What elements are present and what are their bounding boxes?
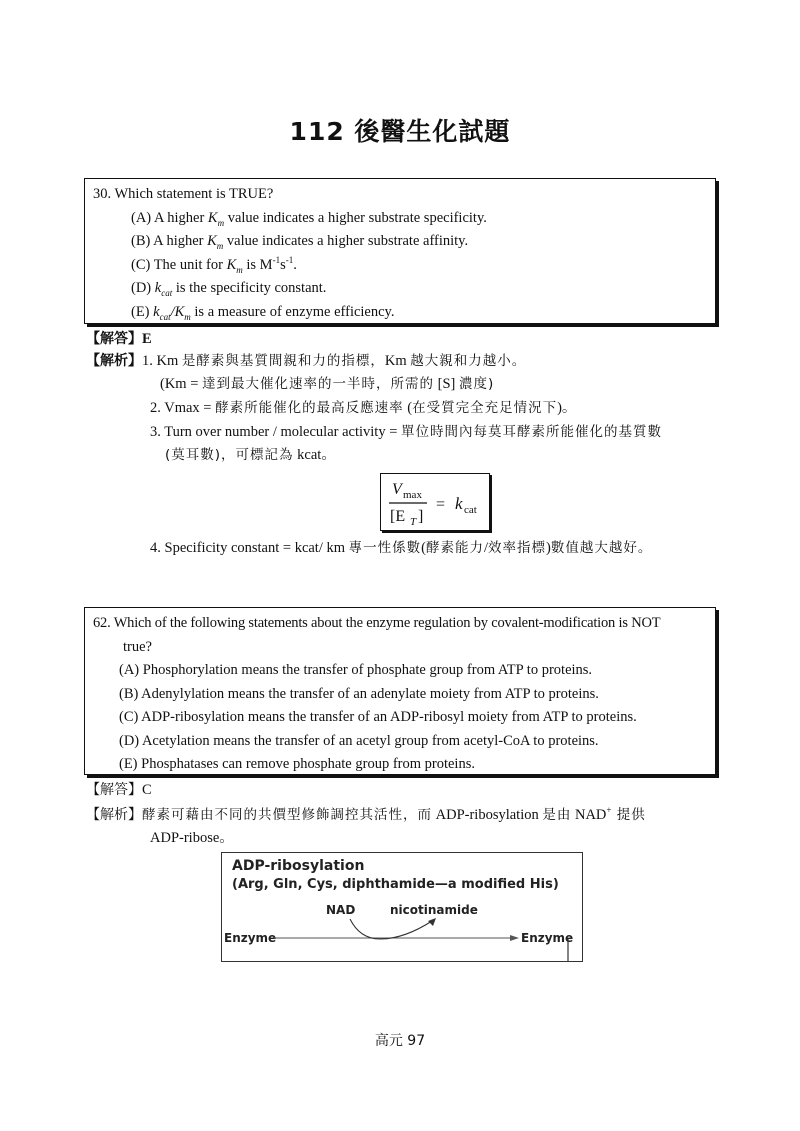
explanation-30-line-3: 2. Vmax = 酵素所能催化的最高反應速率 (在受質完全充足情況下)。 [150, 400, 577, 416]
answer-value: E [142, 331, 152, 347]
figure-enzyme-left-label: Enzyme [224, 931, 277, 945]
explanation-30-line-1: 【解析】1. Km 是酵素與基質間親和力的指標，Km 越大親和力越小。 [86, 353, 527, 369]
formula-equals: = [436, 496, 446, 513]
figure-subtitle: (Arg, Gln, Cys, diphthamide—a modified His) [232, 877, 559, 892]
question-30-option-e: (E) $k_{cat}/K_m$ is a measure of enzyme efficiency. [131, 303, 395, 322]
figure-nicotinamide-label: nicotinamide [390, 903, 478, 917]
explanation-30-line-6: 4. Specificity constant = kcat/ km 專一性係數(酵素能力/效率指標)數值越大越好。 [150, 540, 653, 556]
question-62-stem-continued: true? [123, 638, 152, 655]
question-30-box [84, 178, 716, 324]
figure-title: ADP-ribosylation [232, 858, 365, 874]
formula-rhs: k [455, 494, 463, 513]
answer-30 [86, 329, 152, 349]
kcat-formula [380, 473, 490, 531]
question-30-stem: 30. Which statement is TRUE? [93, 186, 274, 202]
question-62-stem: 62. Which of the following statements about the enzyme regulation by covalent-modification is NOT [93, 615, 661, 631]
explanation-30-line-5: (莫耳數)，可標記為 kcat。 [165, 447, 336, 463]
explanation-62-line-1: 【解析】酵素可藉由不同的共價型修飾調控其活性，而 ADP-ribosylation 是由 NAD+ 提供 [86, 805, 646, 823]
explanation-62-line-2: ADP-ribose。 [150, 830, 234, 846]
kcat-formula-graphic [381, 474, 489, 530]
question-62-option-a: (A) Phosphorylation means the transfer of phosphate group from ATP to proteins. [119, 662, 593, 678]
nad-curved-arrowhead [428, 918, 436, 926]
adp-ribosylation-figure [221, 852, 583, 962]
question-62-option-c: (C) ADP-ribosylation means the transfer of an ADP-ribosyl moiety from ATP to proteins. [119, 709, 637, 725]
figure-enzyme-right-label: Enzyme [521, 931, 574, 945]
page-number: 高元 97 [374, 1033, 426, 1049]
answer-tag: 【解答】 [86, 331, 142, 347]
figure-reaction-arrows [222, 853, 584, 963]
question-30-option-c: (C) The unit for $K_m$ is $M^{-1}s^{-1}$. [131, 254, 297, 275]
explanation-30-line-4: 3. Turn over number / molecular activity = 單位時間內每莫耳酵素所能催化的基質數 [150, 424, 663, 440]
answer-62 [86, 780, 152, 800]
explanation-30-line-2: (Km = 達到最大催化速率的一半時，所需的 [S] 濃度) [160, 376, 495, 392]
question-62-option-d: (D) Acetylation means the transfer of an acetyl group from acetyl-CoA to proteins. [119, 732, 599, 749]
figure-nad-label: NAD [326, 903, 356, 917]
question-30-option-b: (B) A higher $K_m$ value indicates a higher substrate affinity. [131, 233, 469, 251]
question-30-option-d: (D) $k_{cat}$ is the specificity constant. [131, 280, 327, 298]
answer-value: C [142, 782, 152, 798]
formula-denominator: [E [390, 508, 406, 525]
explanation-tag: 【解析】 [86, 353, 142, 369]
formula-denominator-sub: T [410, 516, 417, 528]
question-30-option-a: (A) A higher $K_m$ value indicates a higher substrate specificity. [131, 209, 487, 228]
explanation-tag: 【解析】 [86, 807, 142, 823]
answer-tag: 【解答】 [86, 782, 142, 798]
nad-curved-arrow [350, 919, 432, 939]
formula-rhs-sub: cat [464, 504, 477, 516]
reaction-arrowhead [510, 935, 519, 941]
page-title: 112 後醫生化試題 [289, 117, 511, 146]
formula-numerator: V [392, 481, 402, 498]
formula-denominator-close: ] [418, 508, 424, 525]
formula-numerator-sub: max [403, 489, 422, 501]
question-62-option-e: (E) Phosphatases can remove phosphate group from proteins. [119, 756, 475, 772]
question-62-box [84, 607, 716, 775]
question-62-option-b: (B) Adenylylation means the transfer of an adenylate moiety from ATP to proteins. [119, 685, 599, 702]
